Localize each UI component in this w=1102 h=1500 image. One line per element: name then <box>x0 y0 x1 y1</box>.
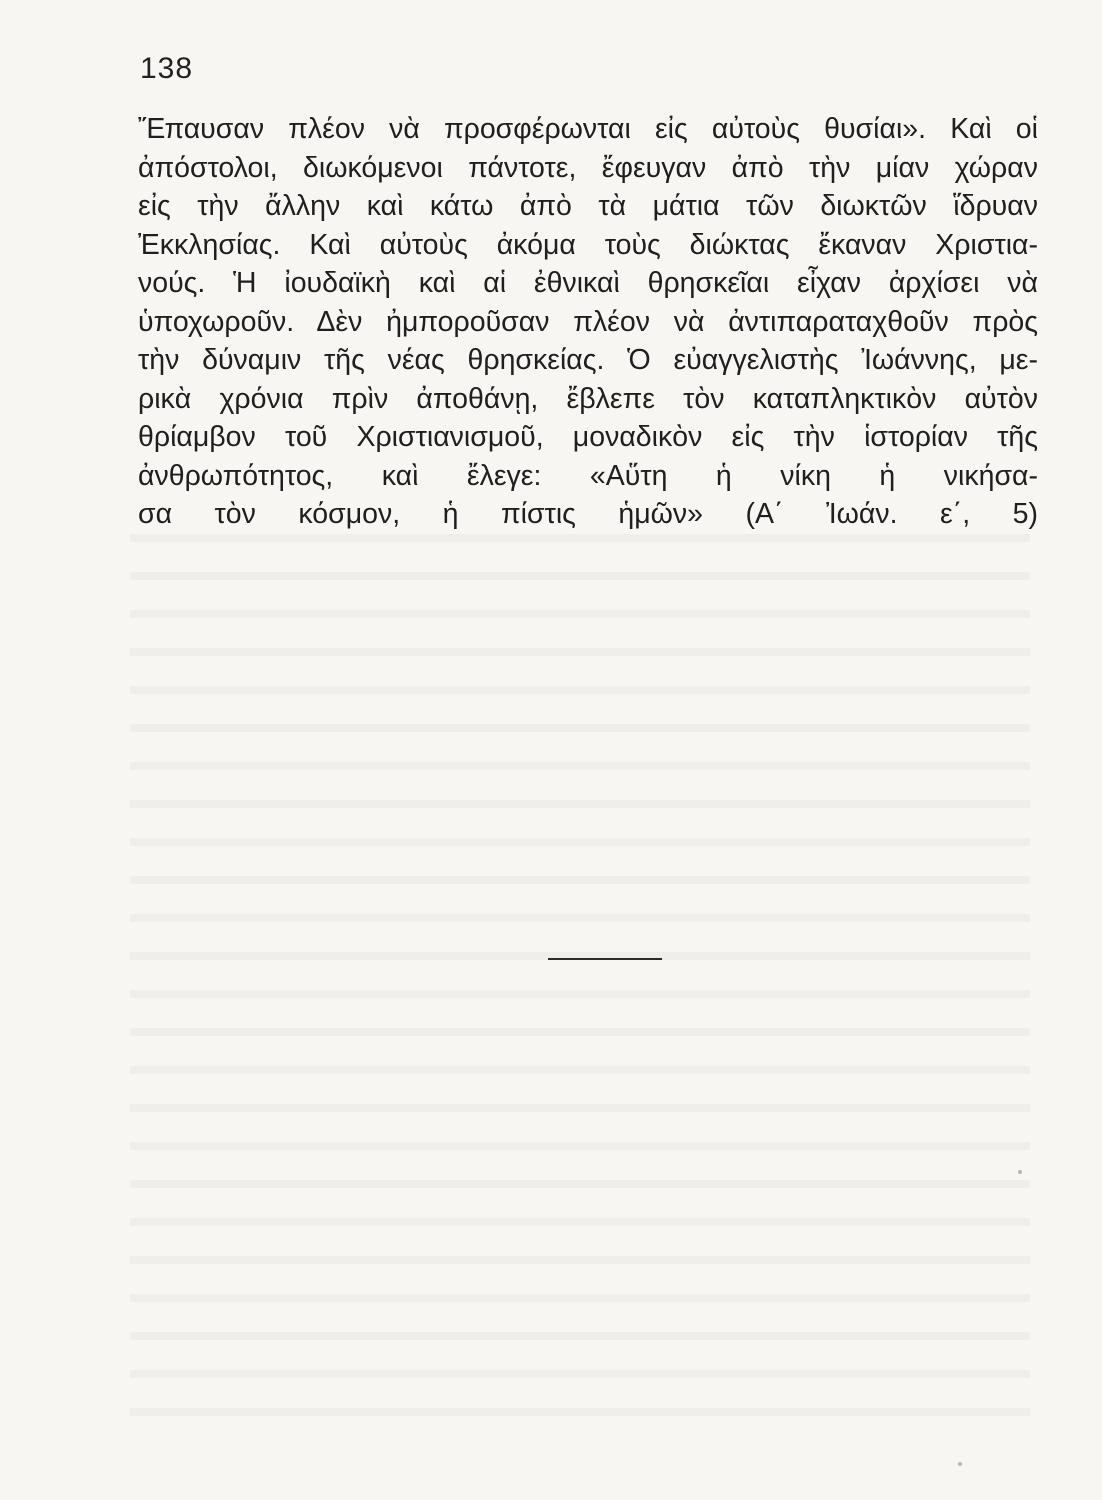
text-line: ἀπόστολοι, διωκόμενοι πάντοτε, ἔφευγαν ἀπὸ τὴν μίαν χώραν <box>138 151 1038 184</box>
text-line: σα τὸν κόσμον, ἡ πίστις ἡμῶν» (Α΄ Ἰωάν. ε΄, 5) <box>138 498 1038 530</box>
text-line: εἰς τὴν ἄλλην καὶ κάτω ἀπὸ τὰ μάτια τῶν διωκτῶν ἵδρυαν <box>138 190 1038 222</box>
paper-speck <box>1018 1170 1022 1174</box>
text-line: τὴν δύναμιν τῆς νέας θρησκείας. Ὁ εὐαγγελιστὴς Ἰωάννης, με- <box>138 344 1038 376</box>
paper-speck <box>958 1462 962 1466</box>
section-divider <box>548 958 662 960</box>
text-line: ρικὰ χρόνια πρὶν ἀποθάνῃ, ἔβλεπε τὸν καταπληκτικὸν αὐτὸν <box>138 382 1038 415</box>
text-line: νούς. Ἡ ἰουδαϊκὴ καὶ αἱ ἐθνικαὶ θρησκεῖαι εἶχαν ἀρχίσει νὰ <box>138 267 1038 299</box>
text-line: ἀνθρωπότητος, καὶ ἔλεγε: «Αὕτη ἡ νίκη ἡ νικήσα- <box>138 459 1038 492</box>
body-paragraph <box>138 110 1038 534</box>
text-line: ὑποχωροῦν. Δὲν ἠμποροῦσαν πλέον νὰ ἀντιπαραταχθοῦν πρὸς <box>138 305 1038 338</box>
show-through-texture <box>130 520 1030 1420</box>
text-line: θρίαμβον τοῦ Χριστιανισμοῦ, μοναδικὸν εἰς τὴν ἱστορίαν τῆς <box>138 421 1038 453</box>
page-number: 138 <box>140 52 194 85</box>
text-line: Ἔπαυσαν πλέον νὰ προσφέρωνται εἰς αὐτοὺς θυσίαι». Καὶ οἱ <box>138 113 1038 145</box>
text-line: Ἐκκλησίας. Καὶ αὐτοὺς ἀκόμα τοὺς διώκτας ἔκαναν Χριστια- <box>138 228 1038 261</box>
